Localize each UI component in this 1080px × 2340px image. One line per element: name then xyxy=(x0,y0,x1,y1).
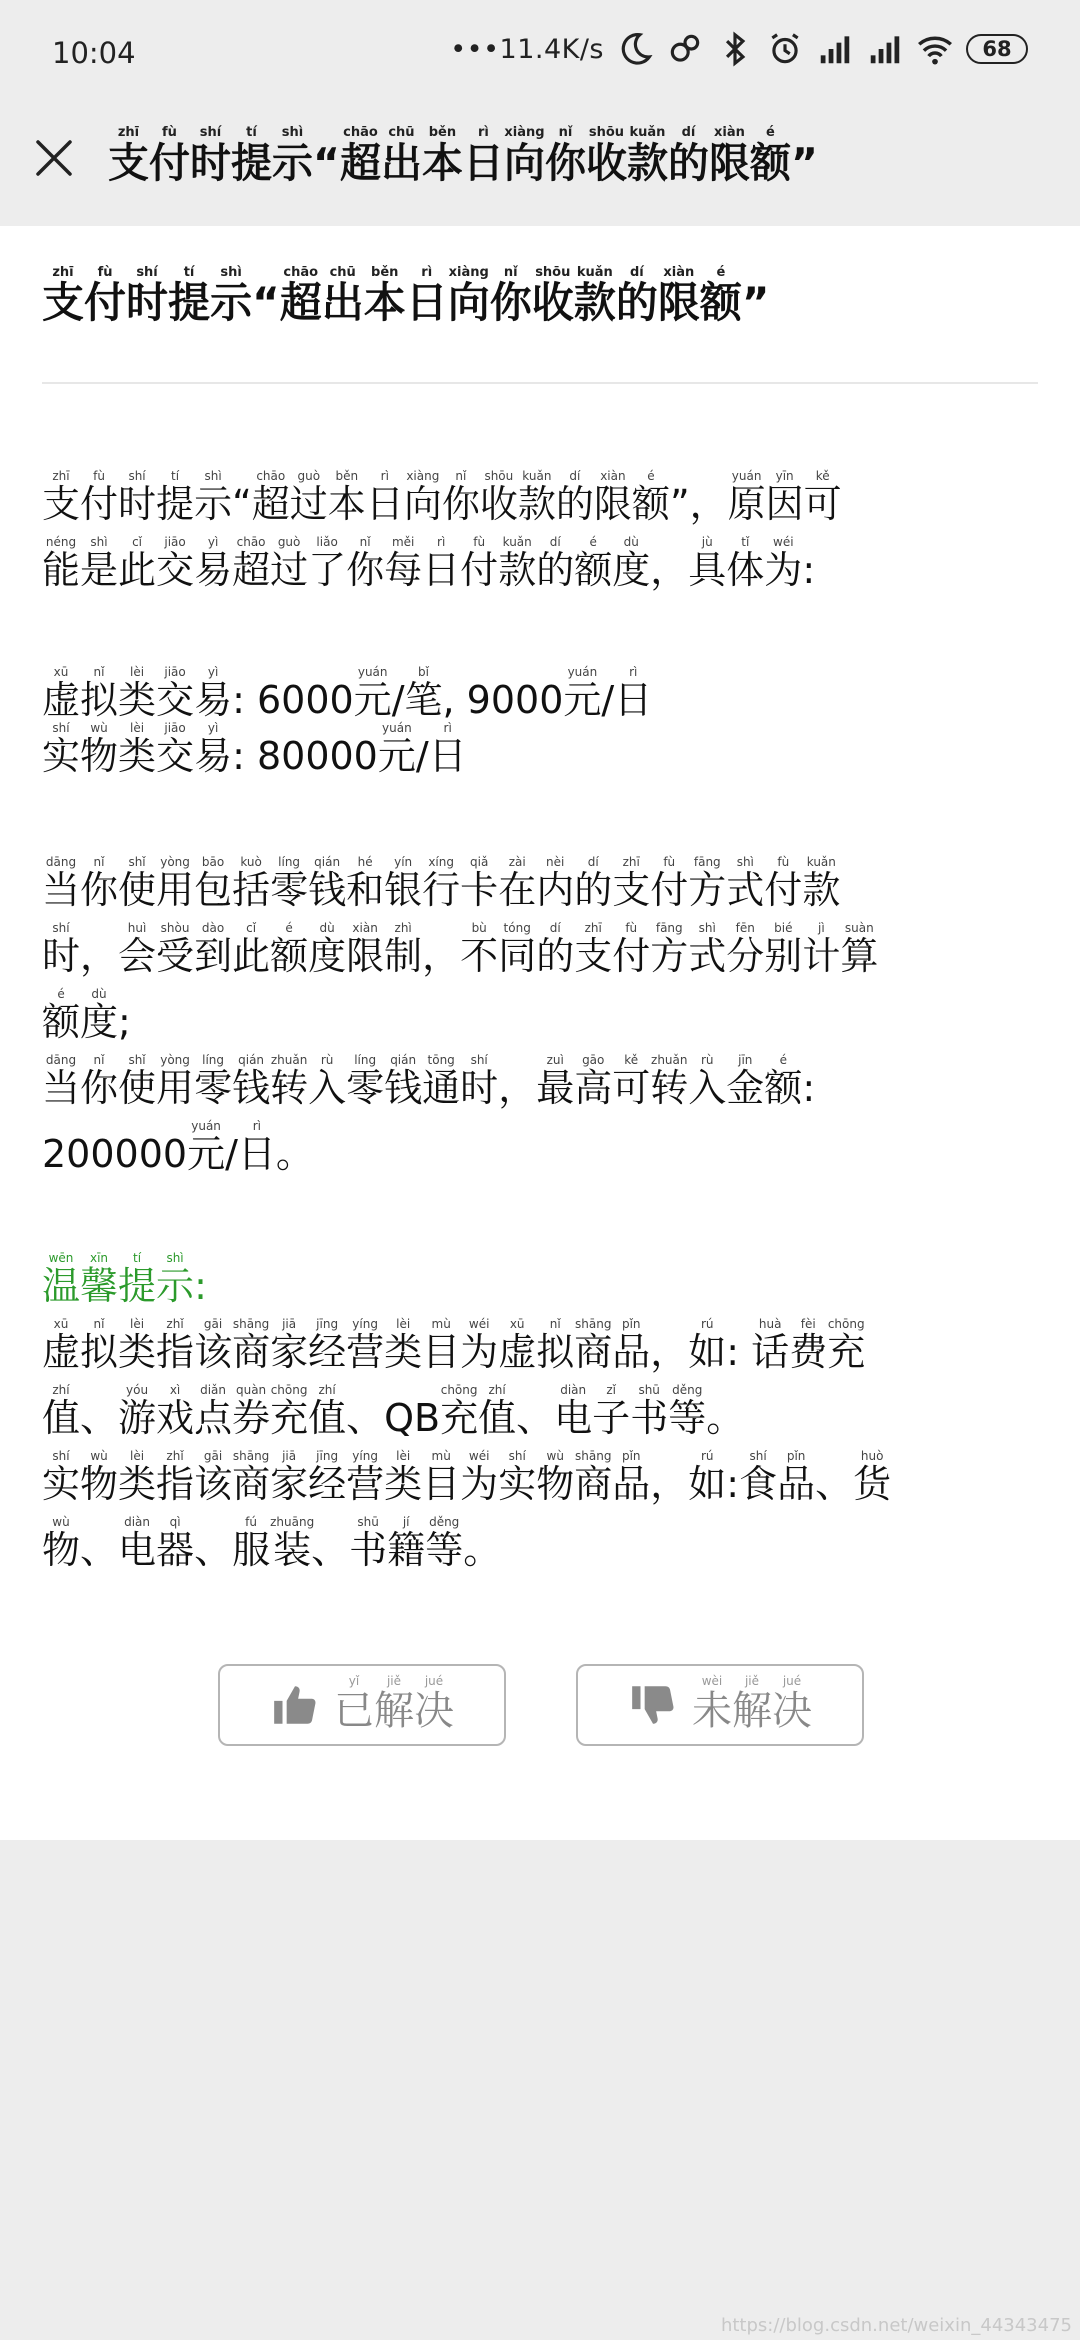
signal-icon xyxy=(866,30,904,68)
tip-line: 虚xū拟nǐ类lèi指zhǐ该gāi商shāng家jiā经jīng营yíng类lèi目mù为wéi虚xū拟nǐ商shāng品pǐn，如rú: 话huà费fèi充chōng xyxy=(42,1317,866,1374)
article-card xyxy=(0,226,1080,1840)
battery-indicator: 68 xyxy=(966,34,1028,64)
thumbs-down-icon xyxy=(628,1680,678,1730)
thumbs-up-icon xyxy=(270,1680,320,1730)
wifi-icon xyxy=(916,30,954,68)
divider xyxy=(42,382,1038,384)
body-line: 当dāng你nǐ使shǐ用yòng零líng钱qián转zhuǎn入rù零líng钱qián通tōng时shí，最zuì高gāo可kě转zhuǎn入rù金jīn额é: xyxy=(42,1053,816,1110)
resolved-button[interactable] xyxy=(218,1664,506,1746)
body-line: 额é度dù; xyxy=(42,987,131,1044)
body-line: 支zhī付fù时shí提tí示shì“超chāo过guò本běn日rì向xiàng你nǐ收shōu款kuǎn的dí限xiàn额é”，原yuán因yīn可kě xyxy=(42,469,842,526)
limit-physical: 实shí物wù类lèi交jiāo易yì: 80000元yuán/日rì xyxy=(42,721,467,778)
header-title: 支zhī付fù时shí提tí示shì“超chāo出chū本běn日rì向xiàng你nǐ收shōu款kuǎn的dí限xiàn额é” xyxy=(108,125,818,187)
status-icons xyxy=(450,26,1028,72)
page-title: 支zhī付fù时shí提tí示shì“超chāo出chū本běn日rì向xiàng你nǐ收shōu款kuǎn的dí限xiàn额é” xyxy=(42,265,770,327)
unresolved-text: 未wèi解jiě决jué xyxy=(692,1673,812,1734)
bluetooth-icon xyxy=(716,30,754,68)
link-icon xyxy=(666,30,704,68)
resolved-text: 已yǐ解jiě决jué xyxy=(334,1673,454,1734)
network-speed: •••11.4K/s xyxy=(450,33,604,65)
tip-line: 实shí物wù类lèi指zhǐ该gāi商shāng家jiā经jīng营yíng类lèi目mù为wéi实shí物wù商shāng品pǐn，如rú:食shí品pǐn、货huò xyxy=(42,1449,892,1506)
top-bar xyxy=(0,100,1080,226)
body-line: 时shí，会huì受shòu到dào此cǐ额é度dù限xiàn制zhì，不bù同tóng的dí支zhī付fù方fāng式shì分fēn别bié计jì算suàn xyxy=(42,921,879,978)
watermark: https://blog.csdn.net/weixin_44343475 xyxy=(720,2315,1072,2336)
body-line: 能néng是shì此cǐ交jiāo易yì超chāo过guò了liǎo你nǐ每měi日rì付fù款kuǎn的dí额é度dù，具jù体tǐ为wéi: xyxy=(42,535,816,592)
moon-icon xyxy=(616,30,654,68)
status-time: 10:04 xyxy=(52,36,136,70)
tip-line: 值zhí、游yóu戏xì点diǎn券quàn充chōng值zhí、QB充chōng值zhí、电diàn子zǐ书shū等děng。 xyxy=(42,1383,745,1440)
unresolved-button[interactable] xyxy=(576,1664,864,1746)
signal-icon xyxy=(816,30,854,68)
alarm-icon xyxy=(766,30,804,68)
body-line: 200000元yuán/日rì。 xyxy=(42,1119,314,1176)
body-line: 当dāng你nǐ使shǐ用yòng包bāo括kuò零líng钱qián和hé银yín行xíng卡qiǎ在zài内nèi的dí支zhī付fù方fāng式shì付fù款kuǎn xyxy=(42,855,841,912)
tip-line: 物wù、电diàn器qì、服fú装zhuāng、书shū籍jí等děng。 xyxy=(42,1515,502,1572)
tip-heading: 温wēn馨xīn提tí示shì: xyxy=(42,1251,207,1308)
limit-virtual: 虚xū拟nǐ类lèi交jiāo易yì: 6000元yuán/笔bǐ, 9000元yuán/日rì xyxy=(42,665,653,722)
status-bar xyxy=(0,0,1080,100)
close-icon[interactable] xyxy=(30,134,78,182)
